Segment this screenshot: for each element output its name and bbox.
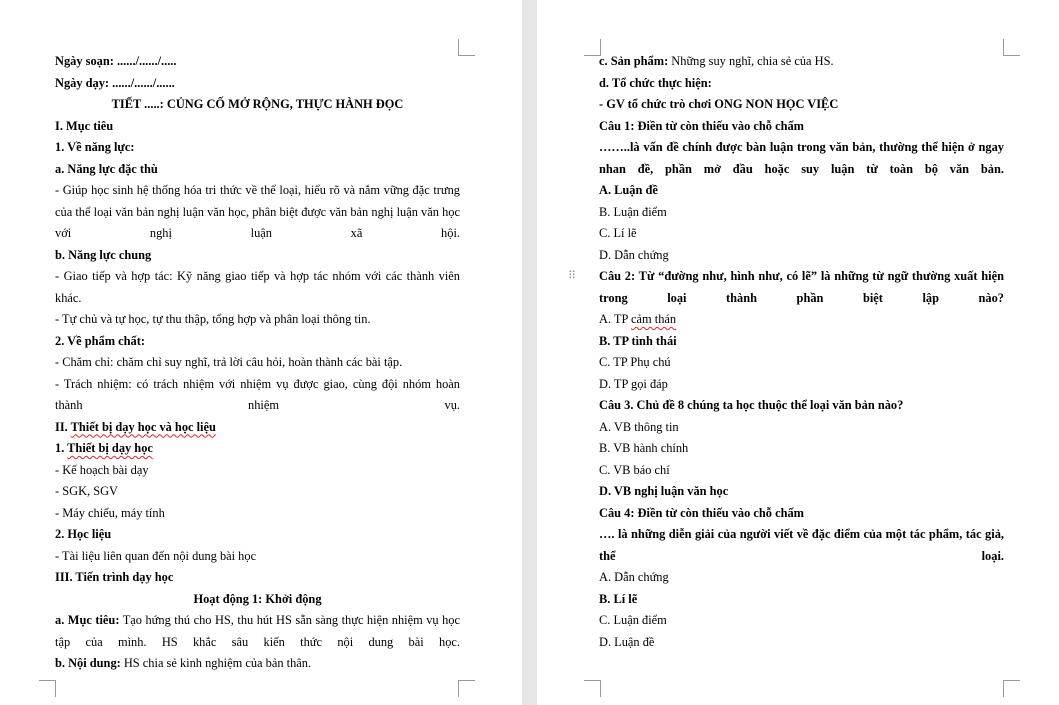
question-3-option-c: C. VB báo chí [599, 462, 670, 477]
paragraph-game: - GV tổ chức trò chơi ONG NON HỌC VIỆC [599, 97, 839, 111]
date-prep: Ngày soạn: ....../....../..... [55, 54, 177, 68]
heading-competence: 1. Về năng lực: [55, 140, 135, 154]
date-teach: Ngày dạy: ....../....../...... [55, 75, 175, 90]
drag-handle-icon[interactable]: ⠿ [568, 269, 578, 282]
crop-mark-bottom-left [39, 680, 56, 697]
paragraph-responsibility: - Trách nhiệm: có trách nhiệm với nhiệm vụ được giao, cùng đội nhóm hoàn thành nhiệm vụ. [55, 376, 460, 412]
heading-materials: 2. Học liệu [55, 527, 112, 541]
question-4-option-d: D. Luận đề [599, 634, 655, 649]
crop-mark-bottom-left [584, 680, 601, 697]
heading-organization: d. Tổ chức thực hiện: [599, 75, 712, 90]
paragraph-specific-competence: - Giúp học sinh hệ thống hóa tri thức về thể loại, hiểu rõ và nắm vững đặc trưng của thể loại văn bản nghị luận văn học, phân biệt được văn bản nghị luận văn học với nghị luận xã hội. [55, 183, 460, 240]
paragraph-communication: - Giao tiếp và hợp tác: Kỹ năng giao tiếp và hợp tác nhóm với các thành viên khác. [55, 269, 460, 305]
crop-mark-bottom-right [1003, 680, 1020, 697]
paragraph-product: c. Sản phẩm: Những suy nghĩ, chia sẻ của HS. [599, 54, 834, 68]
question-1: Câu 1: Điền từ còn thiếu vào chỗ chấm [599, 118, 804, 133]
paragraph-content: b. Nội dung: HS chia sẻ kinh nghiệm của bản thân. [55, 656, 312, 670]
question-4-text: …. là những diễn giải của người viết về đặc điểm của một tác phẩm, tác giả, thể loại. [599, 527, 1004, 563]
lesson-title: TIẾT .....: CỦNG CỐ MỞ RỘNG, THỰC HÀNH ĐỌC [111, 97, 404, 111]
paragraph-self-study: - Tự chủ và tự học, tự thu thập, tổng hợp và phân loại thông tin. [55, 312, 371, 326]
question-1-text: ……..là vấn đề chính được bàn luận trong văn bản, thường thể hiện ở ngay nhan đề, phần mở đầu hoặc suy luận từ toàn bộ văn bản. [599, 140, 1004, 176]
document-page-left [0, 0, 522, 705]
question-3-option-a: A. VB thông tin [599, 419, 679, 434]
page-left-content[interactable] [55, 51, 460, 675]
question-2-option-c: C. TP Phụ chú [599, 355, 671, 369]
list-item-documents: - Tài liệu liên quan đến nội dung bài học [55, 548, 257, 563]
page-right-content[interactable] [599, 51, 1004, 653]
question-1-option-d: D. Dẫn chứng [599, 247, 669, 262]
section-objectives: I. Mục tiêu [55, 118, 114, 133]
question-2-option-d: D. TP gọi đáp [599, 376, 668, 391]
heading-teaching-equipment: 1. Thiết bị dạy học [55, 441, 153, 455]
question-2: Câu 2: Từ “đường như, hình như, có lẽ” là những từ ngữ thường xuất hiện trong loại thành phần biệt lập nào? [599, 269, 1004, 305]
list-item-textbooks: - SGK, SGV [55, 484, 118, 498]
question-1-option-b: B. Luận điểm [599, 204, 667, 219]
crop-mark-top-right [458, 39, 475, 56]
question-1-option-a: A. Luận đề [599, 183, 658, 197]
question-4: Câu 4: Điền từ còn thiếu vào chỗ chấm [599, 505, 804, 520]
section-process: III. Tiến trình dạy học [55, 570, 174, 584]
question-1-option-c: C. Lí lẽ [599, 226, 637, 240]
paragraph-diligence: - Chăm chỉ: chăm chỉ suy nghĩ, trả lời câu hỏi, hoàn thành các bài tập. [55, 355, 403, 369]
question-2-option-b: B. TP tình thái [599, 333, 677, 348]
heading-general-competence: b. Năng lực chung [55, 247, 152, 262]
question-4-option-b: B. Lí lẽ [599, 591, 638, 606]
heading-qualities: 2. Về phẩm chất: [55, 333, 145, 348]
paragraph-goal: a. Mục tiêu: Tạo hứng thú cho HS, thu hút HS sẵn sàng thực hiện nhiệm vụ học tập của mình. HS khắc sâu kiến thức nội dung bài học. [55, 613, 460, 649]
question-3: Câu 3. Chủ đề 8 chúng ta học thuộc thể loại văn bản nào? [599, 398, 904, 412]
list-item-lesson-plan: - Kế hoạch bài dạy [55, 462, 149, 477]
question-3-option-b: B. VB hành chính [599, 441, 689, 455]
question-3-option-d: D. VB nghị luận văn học [599, 484, 729, 498]
crop-mark-top-right [1003, 39, 1020, 56]
question-4-option-c: C. Luận điểm [599, 613, 667, 627]
section-equipment: II. Thiết bị dạy học và học liệu [55, 419, 216, 434]
list-item-projector: - Máy chiếu, máy tính [55, 505, 165, 520]
crop-mark-bottom-right [458, 680, 475, 697]
question-2-option-a: A. TP cảm thán [599, 312, 677, 326]
heading-specific-competence: a. Năng lực đặc thù [55, 161, 158, 176]
heading-activity-1: Hoạt động 1: Khởi động [193, 591, 322, 606]
question-4-option-a: A. Dẫn chứng [599, 570, 669, 584]
document-page-right [537, 0, 1059, 705]
